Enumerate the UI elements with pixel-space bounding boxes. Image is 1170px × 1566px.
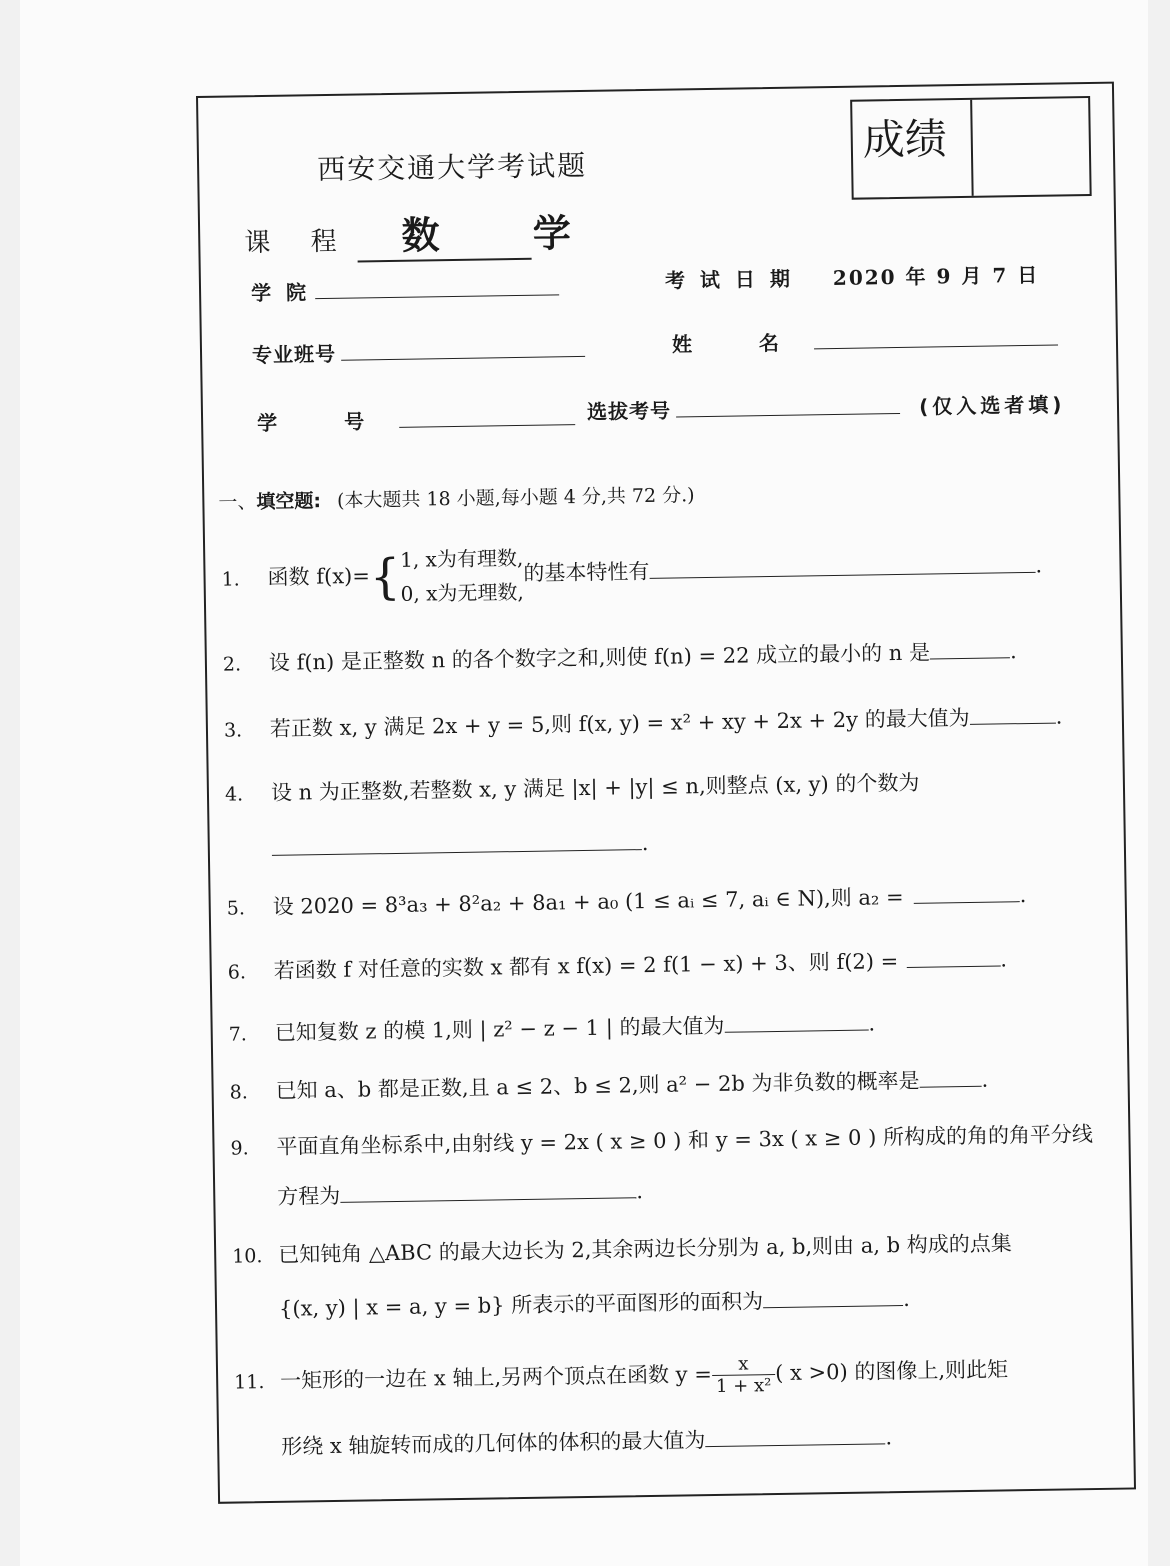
major-class-row	[252, 334, 586, 368]
question-10	[232, 1227, 1012, 1269]
question-number: 7.	[228, 1023, 248, 1046]
question-11-post: ( x >0) 的图像上,则此矩	[774, 1357, 1009, 1386]
answer-blank[interactable]	[930, 639, 1010, 659]
section-description: (本大题共 18 小题,每小题 4 分,共 72 分.)	[336, 484, 695, 512]
exam-date-value: 2020 年 9 月 7 日	[832, 262, 1040, 291]
major-class-label: 专业班号	[251, 341, 337, 368]
question-8-text: 已知 a、b 都是正数,且 a ≤ 2、b ≤ 2,则 a² − 2b 为非负数的概率是	[275, 1068, 920, 1103]
question-number: 5.	[226, 897, 246, 920]
answer-blank[interactable]	[763, 1287, 903, 1308]
question-number: 6.	[227, 961, 247, 984]
period: .	[981, 1067, 989, 1092]
student-id-field[interactable]	[399, 406, 575, 428]
student-id-row	[257, 402, 575, 436]
student-id-label: 学 号	[256, 408, 395, 436]
period: .	[636, 1179, 644, 1204]
section-header	[218, 480, 695, 514]
college-label: 学 院	[250, 280, 311, 306]
answer-blank[interactable]	[919, 1068, 981, 1088]
period: .	[1055, 704, 1063, 729]
question-11	[234, 1349, 1009, 1404]
course-value: 数 学	[357, 203, 532, 263]
question-2	[223, 635, 1017, 677]
question-3-text: 若正数 x, y 满足 2x + y = 5,则 f(x, y) = x² + xy + 2x + 2y 的最大值为	[269, 705, 970, 741]
question-number: 10.	[232, 1245, 263, 1268]
selection-id-field[interactable]	[676, 395, 900, 418]
question-9-text-2: 方程为	[277, 1183, 341, 1209]
course-row	[244, 203, 612, 265]
question-9	[230, 1118, 1093, 1162]
answer-blank[interactable]	[913, 883, 1019, 904]
fraction	[712, 1353, 776, 1397]
course-label: 课 程	[244, 226, 353, 259]
period: .	[1019, 883, 1027, 908]
name-row	[672, 322, 1058, 357]
question-10-text: 已知钝角 △ABC 的最大边长为 2,其余两边长分别为 a, b,则由 a, b 构成的点集	[278, 1231, 1012, 1267]
selection-id-label: 选拔考号	[586, 398, 672, 424]
question-1-post: 的基本特性有	[523, 559, 650, 586]
question-4-text: 设 n 为正整数,若整数 x, y 满足 |x| + |y| ≤ n,则整点 (x, y) 的个数为	[270, 770, 920, 805]
question-3	[224, 700, 1063, 743]
name-field[interactable]	[814, 326, 1058, 349]
major-class-field[interactable]	[341, 338, 585, 361]
name-label: 姓 名	[671, 330, 810, 357]
exam-date-row	[665, 259, 1040, 294]
answer-blank[interactable]	[272, 831, 642, 856]
college-field[interactable]	[315, 276, 559, 299]
question-6-text: 若函数 f 对任意的实数 x 都有 x f(x) = 2 f(1 − x) + 3、则 f(2) =	[273, 949, 899, 983]
selection-note: (仅入选者填)	[918, 392, 1066, 419]
exam-frame	[196, 82, 1136, 1504]
exam-sheet	[20, 0, 1148, 1566]
college-row	[251, 272, 559, 306]
question-9-text: 平面直角坐标系中,由射线 y = 2x ( x ≥ 0 ) 和 y = 3x ( x ≥ 0 ) 所构成的角的角平分线	[276, 1122, 1094, 1159]
section-number: 一、	[218, 491, 257, 514]
question-number: 11.	[234, 1371, 265, 1394]
score-label: 成绩	[852, 100, 973, 198]
question-4	[225, 767, 920, 808]
selection-row	[587, 388, 1066, 425]
case-1: 1, x为有理数,	[399, 545, 524, 572]
question-7-text: 已知复数 z 的模 1,则 | z² − z − 1 | 的最大值为	[274, 1013, 725, 1045]
question-11-text-2: 形绕 x 轴旋转而成的几何体的体积的最大值为	[281, 1428, 706, 1459]
fraction-numerator: x	[712, 1353, 776, 1376]
period: .	[902, 1286, 911, 1312]
section-title: 填空题:	[256, 490, 322, 514]
question-number: 4.	[224, 783, 244, 806]
question-10-text-2: {(x, y) | x = a, y = b} 所表示的平面图形的面积为	[278, 1289, 764, 1321]
period: .	[1035, 553, 1043, 578]
question-10-line-2	[279, 1283, 910, 1323]
question-number: 9.	[230, 1137, 249, 1160]
question-number: 1.	[221, 567, 240, 591]
question-8	[229, 1064, 988, 1106]
score-box	[850, 96, 1092, 200]
piecewise-cases	[400, 541, 524, 611]
answer-blank[interactable]	[705, 1425, 885, 1447]
period: .	[1000, 947, 1008, 972]
question-4-answer-line	[272, 831, 649, 861]
exam-title: 西安交通大学考试题	[316, 148, 588, 187]
fraction-denominator: 1 + x²	[715, 1375, 772, 1397]
question-number: 2.	[222, 653, 242, 676]
period: .	[885, 1425, 893, 1450]
period: .	[1009, 639, 1017, 664]
answer-blank[interactable]	[649, 553, 1035, 578]
case-2: 0, x为无理数,	[400, 579, 524, 606]
question-1-pre: 函数 f(x)=	[267, 563, 371, 590]
answer-blank[interactable]	[906, 947, 1000, 967]
question-number: 8.	[229, 1081, 248, 1104]
question-11-line-2	[281, 1421, 892, 1461]
period: .	[868, 1011, 876, 1036]
answer-blank[interactable]	[970, 705, 1056, 725]
question-1	[221, 533, 1043, 614]
brace-icon: {	[369, 548, 401, 606]
question-number: 3.	[223, 719, 243, 742]
exam-date-label: 考 试 日 期	[664, 266, 795, 293]
answer-blank[interactable]	[724, 1012, 868, 1033]
question-5-text: 设 2020 = 8³a₃ + 8²a₂ + 8a₁ + a₀ (1 ≤ aᵢ ≤ 7, aᵢ ∈ N),则 a₂ =	[272, 884, 904, 919]
question-2-text: 设 f(n) 是正整数 n 的各个数字之和,则使 f(n) = 22 成立的最小的 n 是	[268, 640, 931, 675]
question-5	[227, 879, 1027, 922]
period: .	[641, 830, 649, 856]
question-7	[228, 1007, 875, 1047]
question-9-line-2	[277, 1175, 643, 1211]
answer-blank[interactable]	[340, 1179, 636, 1203]
question-6	[228, 943, 1008, 985]
question-11-pre: 一矩形的一边在 x 轴上,另两个顶点在函数 y =	[280, 1362, 713, 1393]
